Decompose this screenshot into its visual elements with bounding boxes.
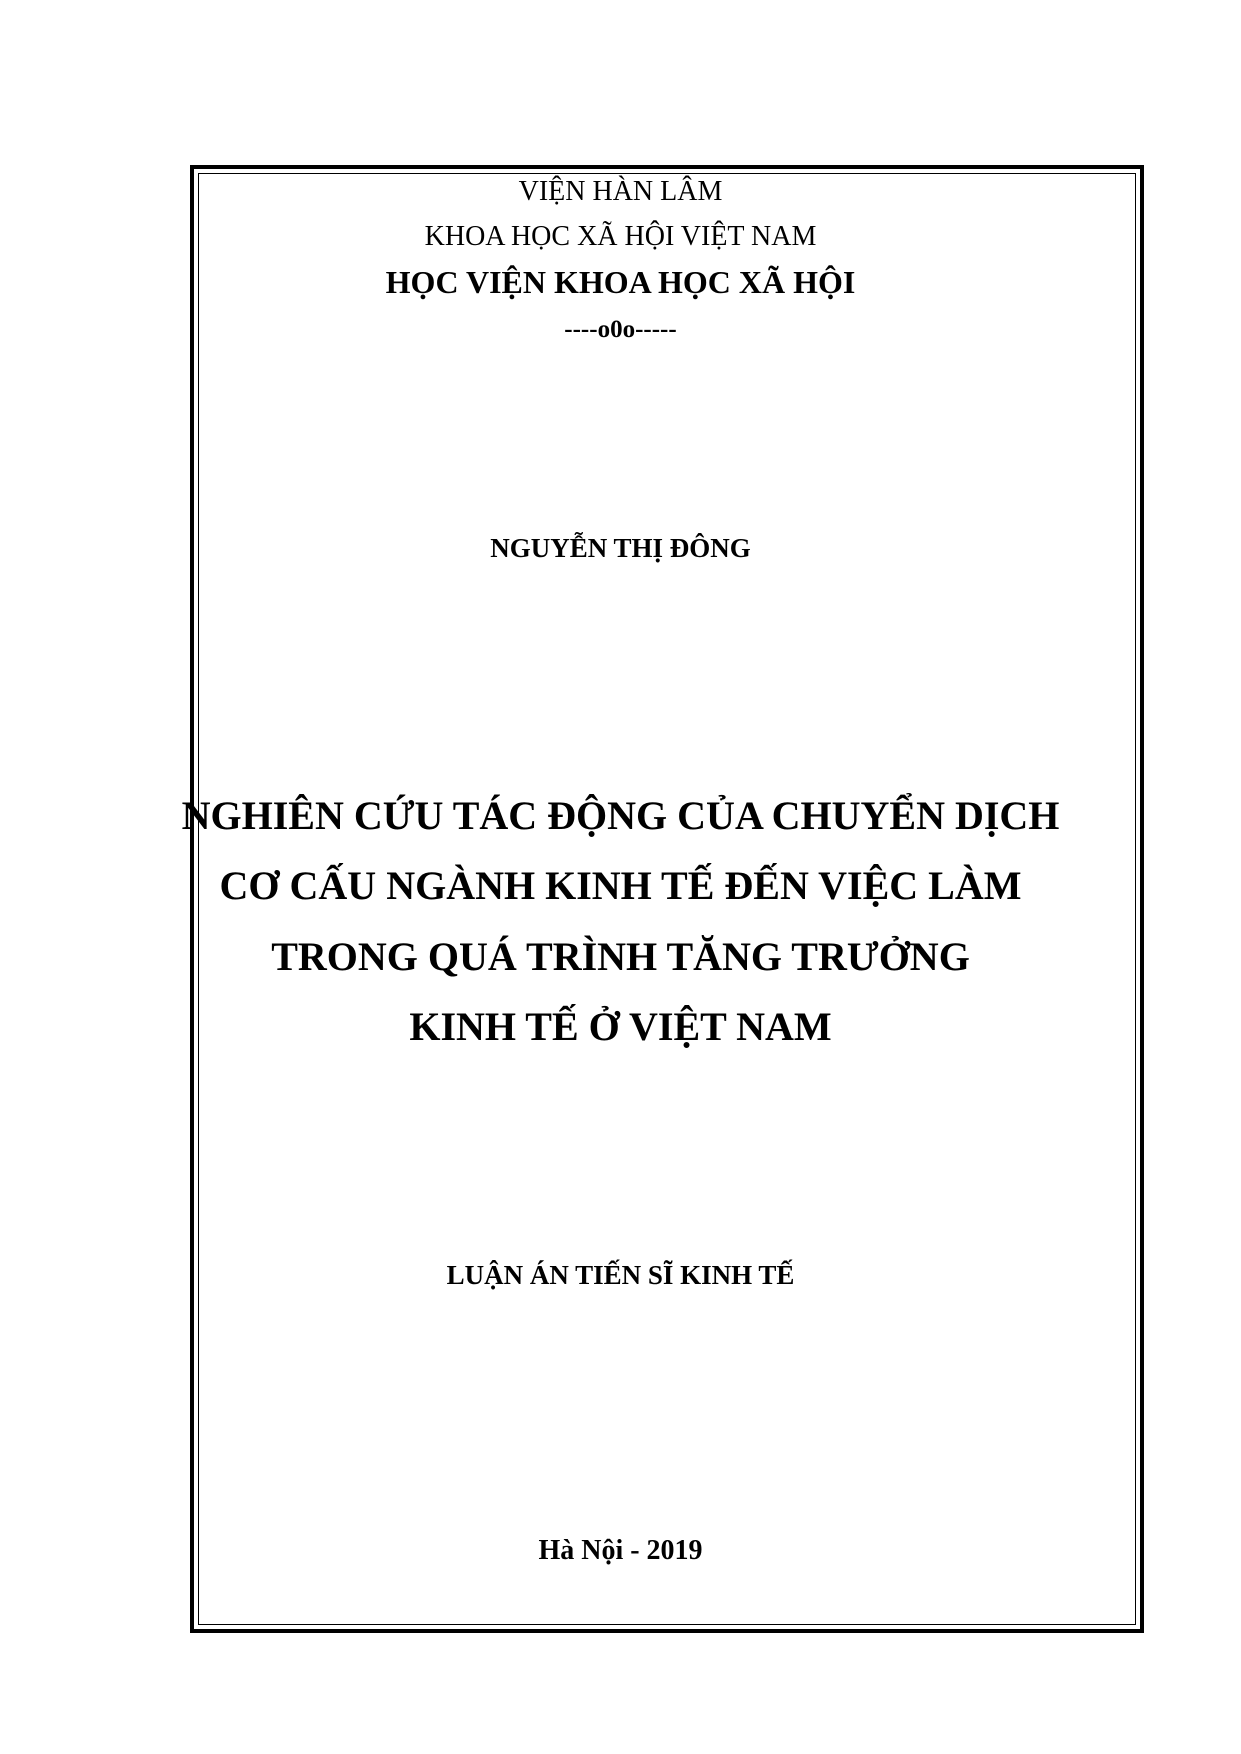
title-line-3: TRONG QUÁ TRÌNH TĂNG TRƯỞNG <box>271 934 970 979</box>
title-line-1: NGHIÊN CỨU TÁC ĐỘNG CỦA CHUYỂN DỊCH <box>181 793 1060 838</box>
separator: ----o0o----- <box>564 316 677 343</box>
institution-name: HỌC VIỆN KHOA HỌC XÃ HỘI <box>385 264 856 300</box>
title-line-2: CƠ CẤU NGÀNH KINH TẾ ĐẾN VIỆC LÀM <box>219 863 1022 908</box>
author-name: NGUYỄN THỊ ĐÔNG <box>490 533 751 563</box>
place-year: Hà Nội - 2019 <box>538 1535 703 1566</box>
institution-line-2: KHOA HỌC XÃ HỘI VIỆT NAM <box>424 221 817 252</box>
title-line-4: KINH TẾ Ở VIỆT NAM <box>409 1004 832 1049</box>
degree: LUẬN ÁN TIẾN SĨ KINH TẾ <box>446 1260 795 1290</box>
institution-line-1: VIỆN HÀN LÂM <box>518 176 723 207</box>
